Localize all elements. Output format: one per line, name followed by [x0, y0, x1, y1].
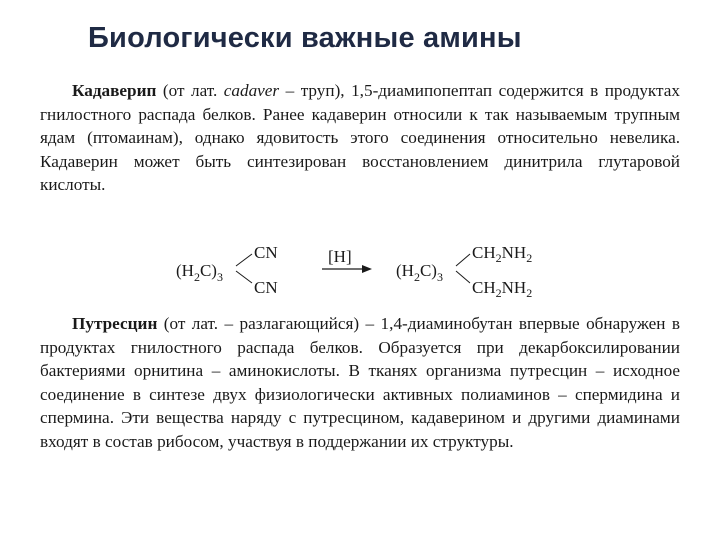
putrescine-paragraph	[40, 312, 680, 453]
cadaverine-paragraph	[40, 79, 680, 197]
putrescine-text: (от лат. – разлагающийся) – 1,4-диаминобутан впервые обнаружен в продуктах гнилостного распада белков. Образуется при декарбоксилировании бактериями орнитина – аминокислоты. В тканях организма путресцин – исходное соединение в синтезе двух физиологически активных полиаминов – спермидина и спермина. Эти вещества наряду с путресцином, кадаверином и другими диаминами входят в состав рибосом, участвуя в поддержании их структуры.	[40, 314, 680, 451]
amine-bottom: $CH_2NH_2$	[472, 278, 533, 300]
page-title: Биологически важные амины	[88, 22, 522, 54]
reagent-chain: $(H_2C)_3$	[176, 261, 223, 284]
amine-top: $CH_2NH_2$	[472, 243, 533, 265]
putrescine-term: Путресцин	[72, 314, 158, 333]
arrow-head	[362, 265, 372, 273]
cadaverine-term: Кадаверип	[72, 81, 157, 100]
reaction-formula	[0, 238, 720, 302]
bond-line-bottom	[236, 271, 252, 283]
product-bond-top	[456, 254, 470, 266]
product-chain: $(H_2C)_3$	[396, 261, 443, 284]
arrow-label: [H]	[328, 247, 352, 266]
bond-line-top	[236, 254, 252, 266]
cadaverine-text: – труп), 1,5-диамипопептап содержится в продуктах гнилостного распада белков. Ранее кадаверин относили к так называемым трупным ядам (птомаинам), однако ядовитость этого соединения относительно невелика. Кадаверин может быть синтезирован восстановлением динитрила глутаровой кислоты.	[40, 81, 680, 194]
nitrile-top: CN	[254, 243, 278, 262]
nitrile-bottom: CN	[254, 278, 278, 297]
cadaverine-latin: cadaver	[223, 81, 280, 100]
product-bond-bottom	[456, 271, 470, 283]
cadaverine-text-before: (от лат.	[156, 81, 224, 100]
